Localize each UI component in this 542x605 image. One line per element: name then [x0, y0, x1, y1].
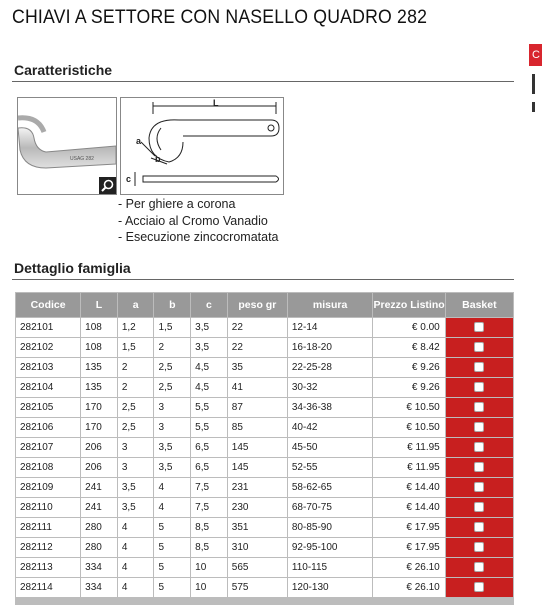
cell-a: 3 — [118, 458, 154, 477]
basket-checkbox[interactable] — [474, 582, 484, 592]
basket-cell — [446, 438, 513, 457]
cell-codice: 282103 — [16, 358, 80, 377]
basket-cell — [446, 458, 513, 477]
cell-misura: 68-70-75 — [288, 498, 373, 517]
details-divider — [12, 279, 514, 280]
column-header-b[interactable]: b — [154, 293, 190, 317]
cell-a: 4 — [118, 578, 154, 597]
column-header-c[interactable]: c — [191, 293, 227, 317]
cell-a: 3,5 — [118, 478, 154, 497]
cell-l: 135 — [81, 378, 117, 397]
cell-l: 135 — [81, 358, 117, 377]
cell-a: 4 — [118, 538, 154, 557]
cell-prezzo: € 26.10 — [373, 578, 444, 597]
cell-prezzo: € 10.50 — [373, 418, 444, 437]
basket-cell — [446, 338, 513, 357]
side-tab[interactable] — [529, 44, 542, 136]
features-list — [118, 196, 279, 246]
column-header-peso[interactable]: peso gr — [228, 293, 287, 317]
basket-cell — [446, 318, 513, 337]
cell-l: 280 — [81, 538, 117, 557]
cell-misura: 92-95-100 — [288, 538, 373, 557]
column-header-a[interactable]: a — [118, 293, 154, 317]
cell-l: 334 — [81, 578, 117, 597]
dimension-label-b: b — [155, 154, 161, 164]
cell-a: 2,5 — [118, 398, 154, 417]
cell-codice: 282105 — [16, 398, 80, 417]
cell-codice: 282106 — [16, 418, 80, 437]
basket-cell — [446, 418, 513, 437]
cell-a: 3 — [118, 438, 154, 457]
cell-codice: 282110 — [16, 498, 80, 517]
cell-peso: 230 — [228, 498, 287, 517]
table-row — [16, 358, 513, 377]
dimension-label-a: a — [136, 136, 142, 146]
cell-misura: 34-36-38 — [288, 398, 373, 417]
cell-l: 334 — [81, 558, 117, 577]
cell-misura: 45-50 — [288, 438, 373, 457]
side-tab-bar — [532, 74, 535, 94]
cell-prezzo: € 11.95 — [373, 438, 444, 457]
cell-prezzo: € 11.95 — [373, 458, 444, 477]
cell-peso: 565 — [228, 558, 287, 577]
basket-checkbox[interactable] — [474, 382, 484, 392]
cell-l: 170 — [81, 418, 117, 437]
cell-c: 10 — [191, 558, 227, 577]
column-header-misura[interactable]: misura — [288, 293, 373, 317]
cell-a: 4 — [118, 518, 154, 537]
basket-cell — [446, 478, 513, 497]
cell-b: 3 — [154, 418, 190, 437]
cell-b: 5 — [154, 558, 190, 577]
cell-a: 1,5 — [118, 338, 154, 357]
feature-item: - Per ghiere a corona — [118, 196, 279, 213]
magnifier-icon — [99, 177, 116, 194]
cell-b: 1,5 — [154, 318, 190, 337]
cell-a: 3,5 — [118, 498, 154, 517]
cell-prezzo: € 17.95 — [373, 518, 444, 537]
cell-b: 2,5 — [154, 378, 190, 397]
cell-codice: 282102 — [16, 338, 80, 357]
cell-c: 8,5 — [191, 518, 227, 537]
cell-codice: 282111 — [16, 518, 80, 537]
cell-misura: 22-25-28 — [288, 358, 373, 377]
table-row — [16, 318, 513, 337]
features-title: Caratteristiche — [14, 62, 113, 78]
cell-peso: 351 — [228, 518, 287, 537]
cell-c: 6,5 — [191, 438, 227, 457]
cell-peso: 231 — [228, 478, 287, 497]
basket-checkbox[interactable] — [474, 522, 484, 532]
table-row — [16, 398, 513, 417]
table-row — [16, 418, 513, 437]
cell-c: 7,5 — [191, 478, 227, 497]
feature-item: - Esecuzione zincocromatata — [118, 229, 279, 246]
cell-b: 4 — [154, 478, 190, 497]
column-header-basket[interactable]: Basket — [446, 293, 513, 317]
basket-cell — [446, 358, 513, 377]
cell-misura: 58-62-65 — [288, 478, 373, 497]
cell-misura: 52-55 — [288, 458, 373, 477]
cell-b: 2 — [154, 338, 190, 357]
cell-c: 10 — [191, 578, 227, 597]
cell-a: 4 — [118, 558, 154, 577]
basket-checkbox[interactable] — [474, 482, 484, 492]
cell-misura: 16-18-20 — [288, 338, 373, 357]
basket-cell — [446, 498, 513, 517]
basket-checkbox[interactable] — [474, 542, 484, 552]
cell-c: 5,5 — [191, 398, 227, 417]
table-row — [16, 378, 513, 397]
cell-prezzo: € 9.26 — [373, 378, 444, 397]
table-row — [16, 558, 513, 577]
cell-l: 241 — [81, 498, 117, 517]
basket-checkbox[interactable] — [474, 402, 484, 412]
family-table-container[interactable] — [15, 292, 514, 605]
cell-a: 1,2 — [118, 318, 154, 337]
cell-l: 280 — [81, 518, 117, 537]
basket-cell — [446, 398, 513, 417]
side-tab-label: C — [529, 44, 542, 66]
cell-misura: 80-85-90 — [288, 518, 373, 537]
cell-misura: 120-130 — [288, 578, 373, 597]
basket-cell — [446, 518, 513, 537]
cell-b: 5 — [154, 578, 190, 597]
cell-misura: 30-32 — [288, 378, 373, 397]
cell-prezzo: € 14.40 — [373, 498, 444, 517]
table-row — [16, 478, 513, 497]
features-divider — [12, 81, 514, 82]
details-title: Dettaglio famiglia — [14, 260, 131, 276]
cell-c: 3,5 — [191, 318, 227, 337]
cell-c: 6,5 — [191, 458, 227, 477]
basket-checkbox[interactable] — [474, 562, 484, 572]
table-row — [16, 338, 513, 357]
table-row — [16, 498, 513, 517]
zoom-button[interactable] — [99, 177, 116, 194]
cell-prezzo: € 14.40 — [373, 478, 444, 497]
svg-text:USAG 282: USAG 282 — [70, 156, 94, 162]
cell-codice: 282101 — [16, 318, 80, 337]
cell-prezzo: € 10.50 — [373, 398, 444, 417]
cell-peso: 575 — [228, 578, 287, 597]
cell-misura: 40-42 — [288, 418, 373, 437]
side-tab-bar-small — [532, 102, 535, 112]
basket-checkbox[interactable] — [474, 422, 484, 432]
cell-prezzo: € 17.95 — [373, 538, 444, 557]
cell-prezzo: € 9.26 — [373, 358, 444, 377]
page-title: CHIAVI A SETTORE CON NASELLO QUADRO 282 — [12, 7, 428, 28]
cell-codice: 282113 — [16, 558, 80, 577]
basket-cell — [446, 558, 513, 577]
cell-peso: 85 — [228, 418, 287, 437]
cell-b: 5 — [154, 518, 190, 537]
table-header-row — [16, 293, 513, 317]
cell-c: 7,5 — [191, 498, 227, 517]
cell-codice: 282109 — [16, 478, 80, 497]
basket-checkbox[interactable] — [474, 342, 484, 352]
cell-c: 5,5 — [191, 418, 227, 437]
cell-misura: 110-115 — [288, 558, 373, 577]
family-table — [15, 292, 514, 598]
cell-codice: 282114 — [16, 578, 80, 597]
table-row — [16, 578, 513, 597]
cell-b: 4 — [154, 498, 190, 517]
dimension-label-l: L — [213, 98, 219, 108]
cell-peso: 87 — [228, 398, 287, 417]
cell-b: 2,5 — [154, 358, 190, 377]
cell-peso: 41 — [228, 378, 287, 397]
basket-checkbox[interactable] — [474, 462, 484, 472]
cell-peso: 145 — [228, 438, 287, 457]
product-photo-thumbnail[interactable] — [17, 97, 117, 195]
basket-cell — [446, 538, 513, 557]
dimension-label-c: c — [126, 174, 132, 184]
cell-codice: 282107 — [16, 438, 80, 457]
basket-cell — [446, 578, 513, 597]
basket-checkbox[interactable] — [474, 442, 484, 452]
cell-c: 4,5 — [191, 358, 227, 377]
cell-peso: 22 — [228, 318, 287, 337]
cell-l: 170 — [81, 398, 117, 417]
cell-l: 206 — [81, 438, 117, 457]
cell-a: 2,5 — [118, 418, 154, 437]
cell-a: 2 — [118, 378, 154, 397]
table-row — [16, 538, 513, 557]
cell-l: 108 — [81, 318, 117, 337]
cell-b: 3 — [154, 398, 190, 417]
basket-checkbox[interactable] — [474, 362, 484, 372]
cell-misura: 12-14 — [288, 318, 373, 337]
cell-c: 4,5 — [191, 378, 227, 397]
cell-l: 108 — [81, 338, 117, 357]
table-row — [16, 518, 513, 537]
feature-item: - Acciaio al Cromo Vanadio — [118, 213, 279, 230]
cell-c: 3,5 — [191, 338, 227, 357]
cell-prezzo: € 8.42 — [373, 338, 444, 357]
cell-b: 3,5 — [154, 458, 190, 477]
cell-b: 5 — [154, 538, 190, 557]
cell-l: 206 — [81, 458, 117, 477]
basket-checkbox[interactable] — [474, 322, 484, 332]
cell-peso: 310 — [228, 538, 287, 557]
wrench-diagram — [121, 98, 283, 194]
cell-codice: 282104 — [16, 378, 80, 397]
cell-peso: 145 — [228, 458, 287, 477]
cell-a: 2 — [118, 358, 154, 377]
cell-codice: 282112 — [16, 538, 80, 557]
cell-prezzo: € 0.00 — [373, 318, 444, 337]
cell-b: 3,5 — [154, 438, 190, 457]
basket-cell — [446, 378, 513, 397]
cell-peso: 35 — [228, 358, 287, 377]
table-row — [16, 458, 513, 477]
column-header-prezzo[interactable]: Prezzo Listino — [373, 293, 444, 317]
table-row — [16, 438, 513, 457]
basket-checkbox[interactable] — [474, 502, 484, 512]
cell-peso: 22 — [228, 338, 287, 357]
column-header-codice[interactable]: Codice — [16, 293, 80, 317]
cell-c: 8,5 — [191, 538, 227, 557]
cell-codice: 282108 — [16, 458, 80, 477]
column-header-l[interactable]: L — [81, 293, 117, 317]
cell-prezzo: € 26.10 — [373, 558, 444, 577]
cell-l: 241 — [81, 478, 117, 497]
technical-drawing-thumbnail[interactable] — [120, 97, 284, 195]
